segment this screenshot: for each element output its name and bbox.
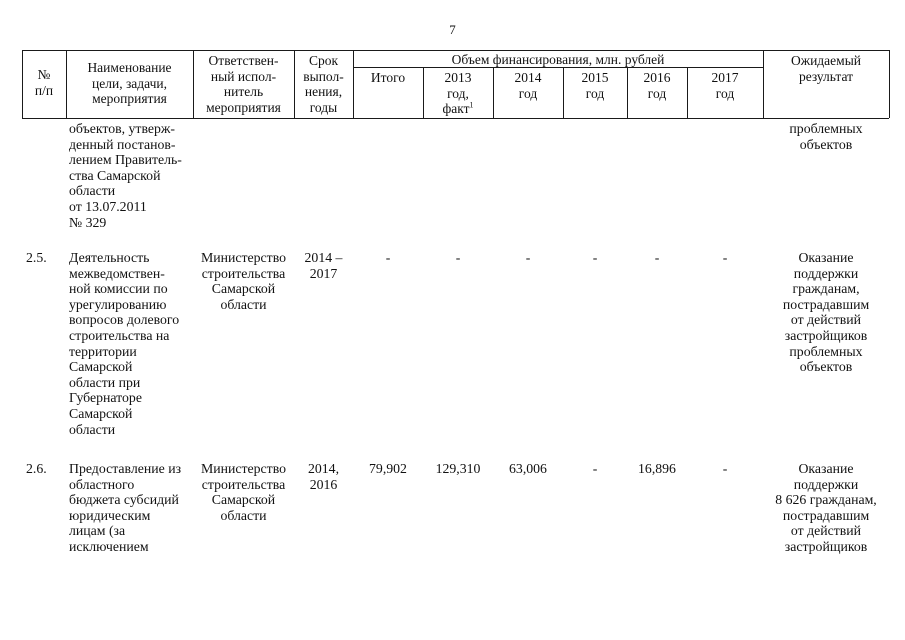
row-result: Оказание поддержки 8 626 гражданам, пострадавшим от действий застройщиков	[775, 461, 877, 554]
row-total: 79,902	[369, 461, 407, 476]
header-top-border	[22, 50, 889, 51]
border-right	[889, 50, 890, 118]
page-number: 7	[449, 22, 456, 37]
row-2014: -	[525, 250, 531, 265]
row-2015: -	[592, 250, 598, 265]
row-number: 2.6.	[26, 461, 47, 476]
row-result: Оказание поддержки гражданам, пострадавшим от действий застройщиков проблемных объектов	[782, 250, 870, 375]
row-responsible: Министерство строительства Самарской области	[200, 461, 287, 523]
footnote-mark: 1	[469, 100, 474, 110]
header-result: Ожидаемый результат	[791, 53, 861, 84]
row-responsible: Министерство строительства Самарской области	[200, 250, 287, 312]
row-2017: -	[722, 250, 728, 265]
header-bottom-border	[22, 118, 889, 119]
row-name: объектов, утверж- денный постанов- лением Правитель- ства Самарской области от 13.07.2011 № 329	[69, 121, 182, 230]
header-2016: 2016 год	[643, 70, 671, 101]
row-total: -	[385, 250, 391, 265]
row-term: 2014, 2016	[307, 461, 340, 492]
header-term: Срок выпол- нения, годы	[303, 53, 344, 115]
row-result: проблемных объектов	[789, 121, 863, 152]
header-2013	[423, 70, 493, 117]
header-2015: 2015 год	[581, 70, 609, 101]
row-2013: 129,310	[435, 461, 481, 476]
row-2017: -	[722, 461, 728, 476]
header-responsible: Ответствен- ный испол- нитель мероприятия	[206, 53, 281, 115]
row-2013: -	[455, 250, 461, 265]
header-2014: 2014 год	[514, 70, 542, 101]
row-2016: -	[654, 250, 660, 265]
row-2014: 63,006	[509, 461, 547, 476]
row-name: Предоставление из областного бюджета субсидий юридическим лицам (за исключением	[69, 461, 182, 554]
header-total: Итого	[370, 70, 406, 85]
header-name: Наименование цели, задачи, мероприятия	[87, 60, 172, 106]
row-2016: 16,896	[638, 461, 676, 476]
row-2015: -	[592, 461, 598, 476]
header-num: № п/п	[34, 67, 54, 98]
row-name: Деятельность межведомствен- ной комиссии по урегулированию вопросов долевого строительства на территории Самарской области при Губернаторе Самарской области	[69, 250, 180, 437]
row-number: 2.5.	[26, 250, 47, 265]
header-financing-title: Объем финансирования, млн. рублей	[451, 52, 665, 67]
header-2017: 2017 год	[711, 70, 739, 101]
row-term: 2014 – 2017	[304, 250, 343, 281]
header-2013-label: 2013 год, факт	[442, 70, 472, 116]
